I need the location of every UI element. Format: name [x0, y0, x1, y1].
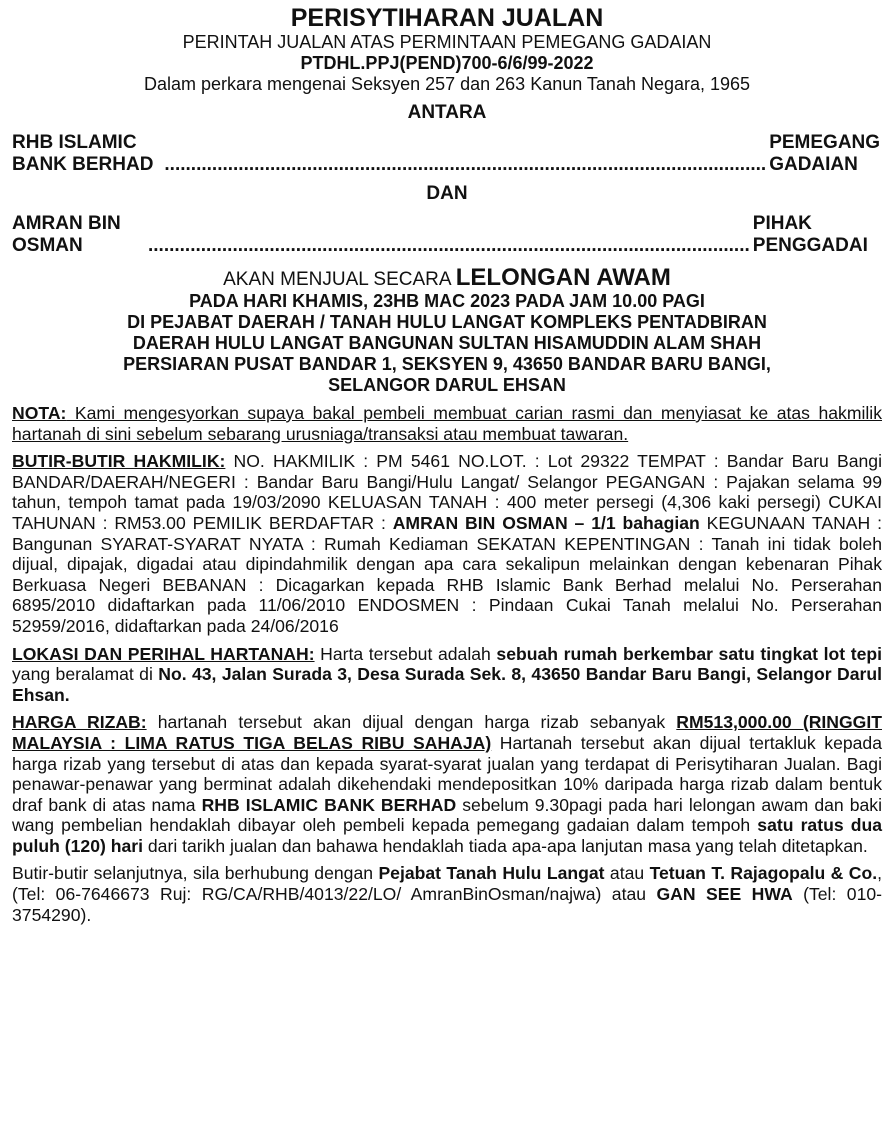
property-address: No. 43, Jalan Surada 3, Desa Surada Sek. 8, 43650 Bandar Baru Bangi, Selangor Darul Ehsan.: [12, 664, 882, 705]
chargor-name: AMRAN BIN OSMAN: [12, 213, 121, 256]
title-details-paragraph: [12, 451, 882, 636]
contact-text-3: , (Tel: 06-7646673 Ruj: RG/CA/RHB/4013/22/LO/ AmranBinOsman/najwa) atau: [12, 863, 882, 905]
contact-text-2: atau: [604, 863, 650, 884]
reserve-price-paragraph: [12, 712, 882, 856]
dan-label: DAN: [426, 183, 468, 204]
auction-date: PADA HARI KHAMIS, 23HB MAC 2023 PADA JAM 10.00 PAGI: [189, 291, 705, 311]
location-label: LOKASI DAN PERIHAL HARTANAH:: [12, 643, 315, 664]
contact-text-1: Butir-butir selanjutnya, sila berhubung dengan: [12, 863, 379, 884]
chargee-role: PEMEGANG GADAIAN: [769, 132, 881, 175]
law-firm: Tetuan T. Rajagopalu & Co.: [649, 863, 878, 884]
venue-line-4: SELANGOR DARUL EHSAN: [328, 375, 566, 395]
bank-name: RHB ISLAMIC BANK BERHAD: [201, 794, 457, 815]
chargor-role: PIHAK PENGGADAI: [752, 213, 868, 256]
payment-period: satu ratus dua puluh (120) hari: [12, 815, 882, 856]
auction-line: [12, 266, 882, 291]
reference-number: PTDHL.PPJ(PEND)700-6/6/99-2022: [300, 53, 594, 73]
title-details-text-1: NO. HAKMILIK : PM 5461 NO.LOT. : Lot 29322 TEMPAT : Bandar Baru Bangi BANDAR/DAERAH/NEGERI : Bandar Baru Bangi/Hulu Langat/ Selangor PEGANGAN : Pajakan selama 99 tahun, tempoh tamat pada 19/03/2090 KELUASAN TANAH : 400 meter persegi (4,306 kaki persegi) CUKAI TAHUNAN : RM53.00 PEMILIK BERDAFTAR :: [12, 451, 882, 533]
reserve-label: HARGA RIZAB:: [12, 712, 147, 733]
contact-person: GAN SEE HWA: [656, 884, 793, 905]
location-text-1: Harta tersebut adalah: [314, 643, 497, 664]
contact-paragraph: [12, 863, 882, 925]
reserve-text-2: Hartanah tersebut akan dijual tertakluk kepada harga rizab yang tersebut di atas dan kepada syarat-syarat jualan yang terdapat di Perisytiharan Jualan. Bagi penawar-penawar yang berminat adalah dikehendaki mendepositkan 10% daripada harga rizab dalam bentuk draf bank di atas nama: [12, 732, 882, 815]
title-details-label: BUTIR-BUTIR HAKMILIK:: [12, 451, 226, 472]
page-title: PERISYTIHARAN JUALAN: [290, 4, 604, 32]
dot-leader: ..................................................................................................................: [147, 235, 750, 256]
reserve-text-1: hartanah tersebut akan dijual dengan harga rizab sebanyak: [146, 712, 677, 733]
registered-owner: AMRAN BIN OSMAN – 1/1 bahagian: [392, 512, 700, 533]
venue-line-3: PERSIARAN PUSAT BANDAR 1, SEKSYEN 9, 43650 BANDAR BARU BANGI,: [123, 354, 771, 374]
note-text: Kami mengesyorkan supaya bakal pembeli membuat carian rasmi dan menyiasat ke atas hakmilik hartanah di sini sebelum sebarang urusniaga/transaksi atau membuat tawaran.: [12, 403, 882, 444]
title-details-text-2: KEGUNAAN TANAH : Bangunan SYARAT-SYARAT NYATA : Rumah Kediaman SEKATAN KEPENTINGAN : Tanah ini tidak boleh dijual, dipajak, digadai atau dipindahmilik dengan apa cara sekalipun melainkan dengan kebenaran Pihak Berkuasa Negeri BEBANAN : Dicagarkan kepada RHB Islamic Bank Berhad melalui No. Perserahan 6895/2010 didaftarkan pada 11/06/2010 ENDOSMEN : Pindaan Cukai Tanah melalui No. Perserahan 52959/2016, didaftarkan pada 24/06/2016: [12, 512, 882, 636]
auction-type: LELONGAN AWAM: [455, 264, 671, 291]
dot-leader: ..................................................................................................................: [164, 154, 767, 175]
note-paragraph: [12, 403, 882, 444]
venue-line-1: DI PEJABAT DAERAH / TANAH HULU LANGAT KOMPLEKS PENTADBIRAN: [127, 312, 767, 332]
reserve-text-4: dari tarikh jualan dan bahawa hendaklah tiada apa-apa lanjutan masa yang telah ditetapkan.: [143, 835, 868, 856]
note-label: NOTA:: [12, 403, 67, 423]
venue-line-2: DAERAH HULU LANGAT BANGUNAN SULTAN HISAMUDDIN ALAM SHAH: [132, 333, 762, 353]
contact-text-4: (Tel: 010-3754290).: [12, 884, 883, 925]
property-type: sebuah rumah berkembar satu tingkat lot tepi: [496, 643, 882, 664]
auction-intro: AKAN MENJUAL SECARA: [223, 269, 456, 290]
chargee-row: [12, 132, 882, 176]
matter-line: Dalam perkara mengenai Seksyen 257 dan 263 Kanun Tanah Negara, 1965: [143, 74, 751, 94]
antara-label: ANTARA: [407, 102, 487, 123]
location-paragraph: [12, 644, 882, 706]
reserve-text-3: sebelum 9.30pagi pada hari lelongan awam dan baki wang pembelian hendaklah dibayar oleh pembeli kepada pemegang gadaian dalam tempoh: [12, 794, 882, 836]
location-text-2: yang beralamat di: [12, 664, 159, 685]
reserve-amount: RM513,000.00 (RINGGIT MALAYSIA : LIMA RATUS TIGA BELAS RIBU SAHAJA): [12, 712, 882, 753]
chargee-name: RHB ISLAMIC BANK BERHAD: [12, 132, 154, 175]
order-line: PERINTAH JUALAN ATAS PERMINTAAN PEMEGANG GADAIAN: [182, 32, 712, 52]
land-office: Pejabat Tanah Hulu Langat: [378, 863, 605, 884]
chargor-row: [12, 213, 882, 257]
